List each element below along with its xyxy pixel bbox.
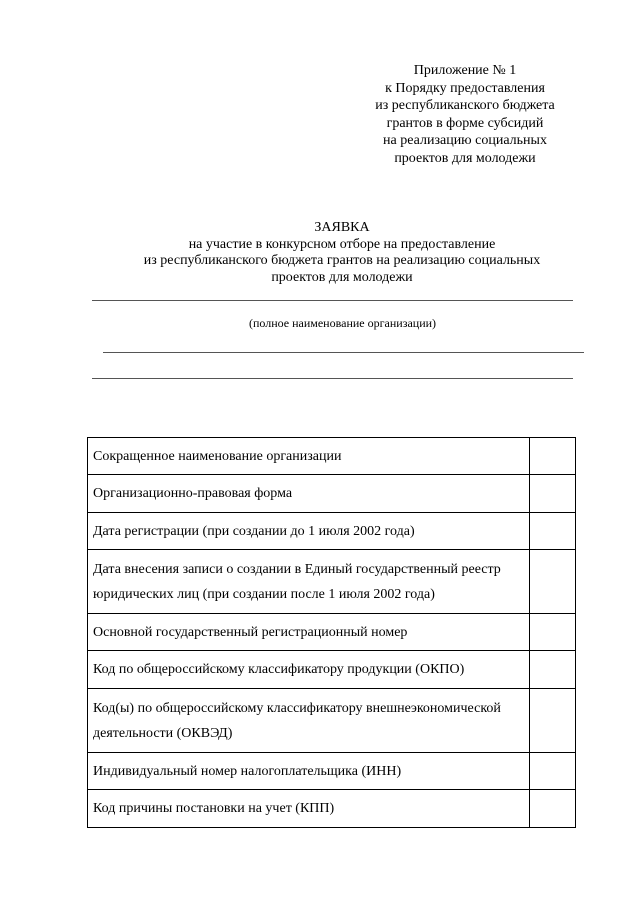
row-label: Дата внесения записи о создании в Единый государственный реестр юридических лиц (при создании после 1 июля 2002 года)	[88, 550, 530, 614]
appendix-block	[340, 62, 590, 167]
document-title: ЗАЯВКА	[314, 220, 370, 235]
table-row	[88, 753, 576, 790]
appendix-line: Приложение № 1	[413, 63, 517, 78]
table-row	[88, 651, 576, 689]
row-label: Организационно-правовая форма	[88, 475, 530, 513]
row-label: Код причины постановки на учет (КПП)	[88, 790, 530, 828]
row-label: Сокращенное наименование организации	[88, 438, 530, 475]
table-row	[88, 689, 576, 753]
document-subtitle-line: проектов для молодежи	[271, 269, 413, 285]
table-row	[88, 438, 576, 475]
table-row	[88, 614, 576, 651]
document-heading	[100, 220, 584, 286]
row-label: Код по общероссийскому классификатору продукции (ОКПО)	[88, 651, 530, 689]
org-name-fill-line[interactable]	[92, 300, 573, 301]
table-row	[88, 513, 576, 550]
table-row	[88, 475, 576, 513]
org-name-caption: (полное наименование организации)	[248, 316, 437, 330]
row-label: Код(ы) по общероссийскому классификатору внешнеэкономической деятельности (ОКВЭД)	[88, 689, 530, 753]
row-value-field[interactable]	[530, 438, 576, 475]
row-value-field[interactable]	[530, 790, 576, 828]
row-value-field[interactable]	[530, 651, 576, 689]
document-subtitle-line: из республиканского бюджета грантов на реализацию социальных	[143, 253, 541, 268]
org-name-fill-line-3[interactable]	[92, 378, 573, 379]
document-subtitle-line: на участие в конкурсном отборе на предоставление	[188, 236, 496, 252]
row-value-field[interactable]	[530, 614, 576, 651]
row-value-field[interactable]	[530, 550, 576, 614]
row-value-field[interactable]	[530, 689, 576, 753]
row-label: Индивидуальный номер налогоплательщика (ИНН)	[88, 753, 530, 790]
row-value-field[interactable]	[530, 475, 576, 513]
row-value-field[interactable]	[530, 513, 576, 550]
row-value-field[interactable]	[530, 753, 576, 790]
appendix-line: проектов для молодежи	[394, 150, 536, 166]
appendix-line: на реализацию социальных	[383, 133, 547, 148]
appendix-line: из республиканского бюджета	[375, 98, 555, 113]
org-name-fill-line-2[interactable]	[103, 352, 584, 353]
org-info-table	[87, 437, 576, 828]
row-label: Дата регистрации (при создании до 1 июля 2002 года)	[88, 513, 530, 550]
appendix-line: грантов в форме субсидий	[386, 115, 544, 131]
row-label: Основной государственный регистрационный номер	[88, 614, 530, 651]
table-row	[88, 790, 576, 828]
table-row	[88, 550, 576, 614]
appendix-line: к Порядку предоставления	[385, 80, 545, 96]
